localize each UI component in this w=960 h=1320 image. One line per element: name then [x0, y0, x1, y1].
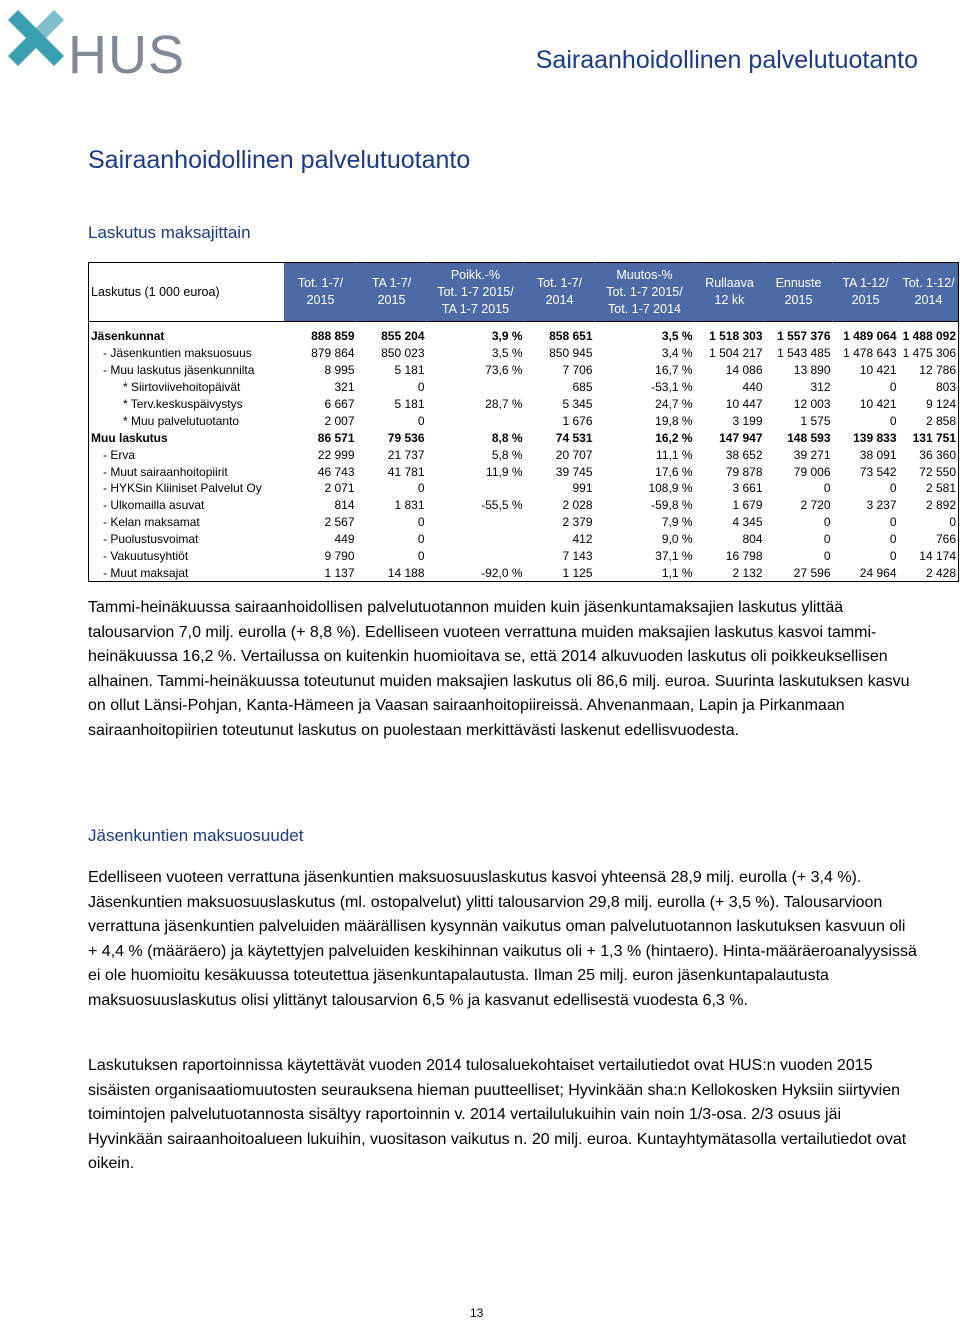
- column-header-line: Tot. 1-12/: [902, 276, 955, 290]
- column-header-line: TA 1-12/: [842, 276, 889, 290]
- table-cell: 139 833: [853, 430, 897, 445]
- table-cell: 1 478 643: [843, 346, 897, 361]
- table-cell: 2 028: [562, 498, 593, 513]
- table-cell: 9 790: [324, 549, 355, 564]
- table-cell: 5 181: [394, 363, 425, 378]
- row-label: * Terv.keskuspäivystys: [89, 396, 285, 413]
- table-cell: 17,6 %: [655, 464, 693, 479]
- table-row: [89, 446, 959, 463]
- table-cell: 2 581: [899, 480, 959, 497]
- table-cell: 991: [572, 481, 593, 496]
- table-cell: 10 421: [859, 397, 897, 411]
- table-cell: 37,1 %: [655, 549, 693, 564]
- table-row: [89, 548, 959, 565]
- table-cell: 0: [417, 413, 425, 428]
- table-cell: 24 964: [833, 564, 899, 581]
- row-label: - Muu laskutus jäsenkunnilta: [89, 362, 285, 379]
- column-header-line: 2015: [851, 293, 880, 307]
- table-cell: 855 204: [381, 329, 425, 344]
- table-cell: 14 086: [725, 363, 763, 378]
- table-cell: 1 475 306: [899, 345, 959, 362]
- table-cell: 1 557 376: [777, 329, 831, 344]
- table-cell: 2 858: [899, 412, 959, 429]
- table-cell: 86 571: [317, 430, 355, 445]
- table-cell: 0: [889, 549, 897, 564]
- table-cell: 74 531: [555, 430, 593, 445]
- table-cell: 131 751: [899, 429, 959, 446]
- column-header-line: Tot. 1-7/: [536, 276, 583, 290]
- table-cell: 3 237: [866, 498, 897, 513]
- table-cell: 1 679: [732, 498, 763, 513]
- column-header-line: 2015: [306, 293, 335, 307]
- table-cell: 5 345: [562, 397, 593, 411]
- table-cell: 449: [334, 532, 355, 547]
- table-cell: 2 428: [899, 564, 959, 581]
- table-cell: 38 652: [725, 447, 763, 462]
- header-title: Sairaanhoidollinen palvelutuotanto: [535, 46, 918, 74]
- table-cell: 73 542: [859, 464, 897, 479]
- column-header: [427, 263, 525, 322]
- table-cell: 24,7 %: [655, 397, 693, 411]
- table-cell: 1 831: [394, 498, 425, 513]
- table-cell: 16,7 %: [655, 363, 693, 378]
- table-cell: -59,8 %: [651, 498, 693, 513]
- table-cell: 0: [417, 380, 425, 395]
- table-cell: 3,9 %: [491, 329, 523, 344]
- row-label: - HYKSin Kliiniset Palvelut Oy: [89, 480, 285, 497]
- table-cell: 14 188: [357, 564, 427, 581]
- table-cell: 148 593: [787, 430, 831, 445]
- column-header: [525, 263, 595, 322]
- table-cell: 1 676: [562, 413, 593, 428]
- table-cell: 803: [899, 379, 959, 396]
- subheading-member-contributions: Jäsenkuntien maksuosuudet: [88, 826, 304, 845]
- column-header: [357, 263, 427, 322]
- hus-cross-icon: [8, 6, 70, 68]
- paragraph-member-contributions: Edelliseen vuoteen verrattuna jäsenkuntien maksuosuuslaskutus kasvoi yhteensä 28,9 milj. eurolla (+ 3,4 %). Jäsenkuntien maksuosuuslaskutus (ml. ostopalvelut) ylitti talousarvion 29,8 milj. eurolla (+ 3,5 %). Talousarvioon verrattuna jäsenkuntien palveluiden määrällisen kysynnän vaikutus oman palvelutuotannon laskutuksen kasvuun oli + 4,4 % (määräero) ja käytettyjen palveluiden keskihinnan vaikutus oli + 1,3 % (hintaero). Hinta-määräeroanalyysissä ei ole huomioitu kesäkuussa toteutettua jäsenkuntapalautusta. Ilman 25 milj. euron jäsenkuntapalautusta maksuosuuslaskutus olisi ylittänyt talousarvion 6,5 % ja kasvanut edellisestä vuodesta 6,3 %.: [88, 869, 917, 1009]
- table-cell: 73,6 %: [485, 363, 523, 378]
- table-cell: [427, 480, 525, 497]
- table-cell: 27 596: [765, 564, 833, 581]
- table-cell: 0: [899, 514, 959, 531]
- table-cell: 11,1 %: [656, 447, 693, 462]
- table-row: [89, 345, 959, 362]
- table-cell: 16,2 %: [655, 430, 693, 445]
- table-row: [89, 531, 959, 548]
- table-cell: 879 864: [311, 346, 355, 361]
- column-header-line: Muutos-%: [616, 267, 673, 282]
- table-cell: 14 174: [899, 548, 959, 565]
- table-cell: 79 878: [725, 464, 763, 479]
- table-cell: 2 892: [899, 497, 959, 514]
- row-label: - Erva: [89, 446, 285, 463]
- table-cell: 41 781: [387, 464, 425, 479]
- table-cell: 2 132: [695, 564, 765, 581]
- table-cell: -92,0 %: [427, 564, 525, 581]
- table-cell: 1 125: [525, 564, 595, 581]
- table-body: [89, 322, 959, 582]
- row-label: - Muut sairaanhoitopiirit: [89, 463, 285, 480]
- table-cell: 11,9 %: [486, 464, 523, 479]
- table-row: [89, 463, 959, 480]
- table-cell: 1,1 %: [595, 564, 695, 581]
- table-cell: 850 023: [381, 346, 425, 361]
- table-cell: 0: [823, 515, 831, 530]
- table-cell: 1 543 485: [777, 346, 831, 361]
- table-cell: 1 489 064: [843, 329, 897, 344]
- table-cell: 12 786: [899, 362, 959, 379]
- paragraph-other-billing: Tammi-heinäkuussa sairaanhoidollisen palvelutuotannon muiden kuin jäsenkuntamaksajien laskutus ylittää talousarvion 7,0 milj. eurolla (+ 8,8 %). Edelliseen vuoteen verrattuna muiden maksajien laskutus kasvoi tammi-heinäkuussa 16,2 %. Vertailussa on kuitenkin huomioitava se, että 2014 alkuvuoden laskutus oli poikkeuksellisen alhainen. Tammi-heinäkuussa toteutunut muiden maksajien laskutus oli 86,6 milj. euroa. Suurinta laskutuksen kasvu on ollut Länsi-Pohjan, Kanta-Hämeen ja Vaasan sairaanhoitopiireissä. Ahvenanmaan, Lapin ja Pirkanmaan sairaanhoitopiirien toteutunut laskutus on puolestaan merkittävästi laskenut edellisvuodesta.: [88, 599, 910, 739]
- table-cell: 814: [334, 498, 355, 513]
- table-cell: 2 567: [324, 515, 355, 530]
- column-header-line: Tot. 1-7 2015/: [437, 284, 514, 299]
- table-cell: 7 706: [562, 363, 593, 378]
- table-cell: 0: [823, 481, 831, 496]
- table-cell: 79 006: [793, 464, 831, 479]
- table-cell: 6 667: [324, 397, 355, 411]
- row-label: Jäsenkunnat: [89, 328, 285, 345]
- table-cell: 0: [889, 413, 897, 428]
- section-heading: Laskutus maksajittain: [88, 223, 251, 242]
- table-header-row: [89, 263, 959, 322]
- table-row: [89, 480, 959, 497]
- column-header: [899, 263, 959, 322]
- billing-table: [88, 262, 958, 582]
- table-cell: 412: [572, 532, 593, 547]
- table-cell: 766: [899, 531, 959, 548]
- table-cell: 39 745: [555, 464, 593, 479]
- table-cell: 13 890: [793, 363, 831, 378]
- table-cell: 0: [823, 532, 831, 547]
- row-label: - Puolustusvoimat: [89, 531, 285, 548]
- table-cell: 804: [742, 532, 763, 547]
- table-cell: 20 707: [555, 447, 593, 462]
- table-cell: 2 007: [324, 413, 355, 428]
- table-cell: 0: [889, 515, 897, 530]
- row-label: * Muu palvelutuotanto: [89, 412, 285, 429]
- page-number: 13: [470, 1306, 484, 1320]
- table-row: [89, 412, 959, 429]
- table-cell: 21 737: [387, 447, 425, 462]
- table-cell: -55,5 %: [481, 498, 523, 513]
- table-cell: [427, 412, 525, 429]
- table-cell: 19,8 %: [655, 413, 693, 428]
- row-label: - Jäsenkuntien maksuosuus: [89, 345, 285, 362]
- column-header-line: Rullaava: [705, 276, 754, 290]
- table-cell: 0: [889, 532, 897, 547]
- table-cell: 2 379: [562, 515, 593, 530]
- column-header: [595, 263, 695, 322]
- table-cell: [427, 379, 525, 396]
- column-header-line: 2015: [377, 293, 406, 307]
- table-row: [89, 514, 959, 531]
- table-cell: 850 945: [549, 346, 593, 361]
- table-cell: 321: [334, 380, 355, 395]
- column-header-line: Poikk.-%: [450, 267, 501, 282]
- hus-logo[interactable]: [8, 6, 198, 85]
- table-cell: 3,4 %: [661, 346, 693, 361]
- logo-wordmark: HUS: [68, 25, 186, 85]
- table-cell: 8 995: [324, 363, 355, 378]
- table-cell: 1 518 303: [709, 329, 763, 344]
- table-cell: 12 003: [793, 397, 831, 411]
- column-header-line: 2014: [914, 293, 943, 307]
- table-cell: 1 575: [800, 413, 831, 428]
- table-cell: 8,8 %: [491, 430, 523, 445]
- table-cell: [427, 531, 525, 548]
- table-cell: 3,5 %: [491, 346, 523, 361]
- column-header: [765, 263, 833, 322]
- table-cell: 440: [742, 380, 763, 395]
- column-header-line: Tot. 1-7 2015/: [606, 284, 683, 299]
- table-cell: 888 859: [311, 329, 355, 344]
- table-corner-label: Laskutus (1 000 euroa): [89, 263, 285, 322]
- table-cell: [427, 548, 525, 565]
- table-cell: 3,5 %: [661, 329, 693, 344]
- table-cell: 28,7 %: [485, 397, 523, 411]
- table-row: [89, 396, 959, 413]
- table-cell: 79 536: [387, 430, 425, 445]
- table-cell: [427, 514, 525, 531]
- table-cell: 2 071: [324, 481, 355, 496]
- table-cell: 9,0 %: [661, 532, 693, 547]
- row-label: - Ulkomailla asuvat: [89, 497, 285, 514]
- table-cell: 72 550: [899, 463, 959, 480]
- table-cell: 5,8 %: [491, 447, 523, 462]
- column-header: [833, 263, 899, 322]
- column-header-line: TA 1-7/: [371, 276, 412, 290]
- table-cell: 0: [417, 515, 425, 530]
- column-header-line: Tot. 1-7/: [297, 276, 344, 290]
- table-cell: 312: [810, 380, 831, 395]
- table-cell: 2 720: [800, 498, 831, 513]
- table-cell: 3 661: [732, 481, 763, 496]
- table-cell: 3 199: [732, 413, 763, 428]
- table-cell: 10 421: [859, 363, 897, 378]
- row-label: - Kelan maksamat: [89, 514, 285, 531]
- table-row: [89, 497, 959, 514]
- table-cell: 36 360: [899, 446, 959, 463]
- table-cell: 4 345: [732, 515, 763, 530]
- row-label: - Vakuutusyhtiöt: [89, 548, 285, 565]
- column-header: [285, 263, 357, 322]
- table-cell: 1 488 092: [899, 328, 959, 345]
- table-row: [89, 429, 959, 446]
- table-cell: 1 504 217: [709, 346, 763, 361]
- column-header-line: TA 1-7 2015: [441, 301, 510, 316]
- table-cell: 7 143: [562, 549, 593, 564]
- paragraph-reporting-note: Laskutuksen raportoinnissa käytettävät vuoden 2014 tulosaluekohtaiset vertailutiedot ovat HUS:n vuoden 2015 sisäisten organisaatiomuutosten seurauksena hieman puutteelliset; Hyvinkään sha:n Kellokosken Hyksiin siirtyvien toimintojen palvelutuotannosta sisältyy raportoinnin v. 2014 vertailulukuihin vain noin 1/3-osa. 2/3 osuus jäi Hyvinkään sairaanhoitoalueen lukuihin, vuositason vaikutus n. 20 milj. euroa. Kuntayhtymätasolla vertailutiedot ovat oikein.: [88, 1057, 907, 1172]
- page-title: Sairaanhoidollinen palvelutuotanto: [88, 146, 471, 174]
- table-cell: 16 798: [725, 549, 763, 564]
- table-cell: 7,9 %: [661, 515, 693, 530]
- table-cell: 147 947: [719, 430, 763, 445]
- row-label: Muu laskutus: [89, 429, 285, 446]
- table-cell: 0: [417, 532, 425, 547]
- row-label: * Siirtoviivehoitopäivät: [89, 379, 285, 396]
- table-cell: 1 137: [285, 564, 357, 581]
- table-row: [89, 379, 959, 396]
- table-row: [89, 564, 959, 581]
- table-cell: 0: [889, 380, 897, 395]
- column-header-line: 2014: [545, 293, 574, 307]
- table-cell: 0: [417, 481, 425, 496]
- table-cell: 46 743: [317, 464, 355, 479]
- table-cell: 5 181: [394, 397, 425, 411]
- table-cell: 9 124: [899, 396, 959, 413]
- column-header-line: 2015: [784, 293, 813, 307]
- column-header: [695, 263, 765, 322]
- table-cell: 0: [823, 549, 831, 564]
- table-row: [89, 328, 959, 345]
- table-cell: 0: [889, 481, 897, 496]
- column-header-line: 12 kk: [714, 293, 745, 307]
- table-cell: -53,1 %: [651, 380, 693, 395]
- row-label: - Muut maksajat: [89, 564, 285, 581]
- table-row: [89, 362, 959, 379]
- table-cell: 10 447: [725, 397, 763, 411]
- table-cell: 39 271: [793, 447, 831, 462]
- table-cell: 685: [572, 380, 593, 395]
- table-cell: 38 091: [859, 447, 897, 462]
- column-header-line: Tot. 1-7 2014: [608, 301, 681, 316]
- column-header-line: Ennuste: [775, 276, 822, 290]
- table-cell: 858 651: [549, 329, 593, 344]
- table-cell: 22 999: [317, 447, 355, 462]
- table-cell: 108,9 %: [648, 481, 693, 496]
- table-cell: 0: [417, 549, 425, 564]
